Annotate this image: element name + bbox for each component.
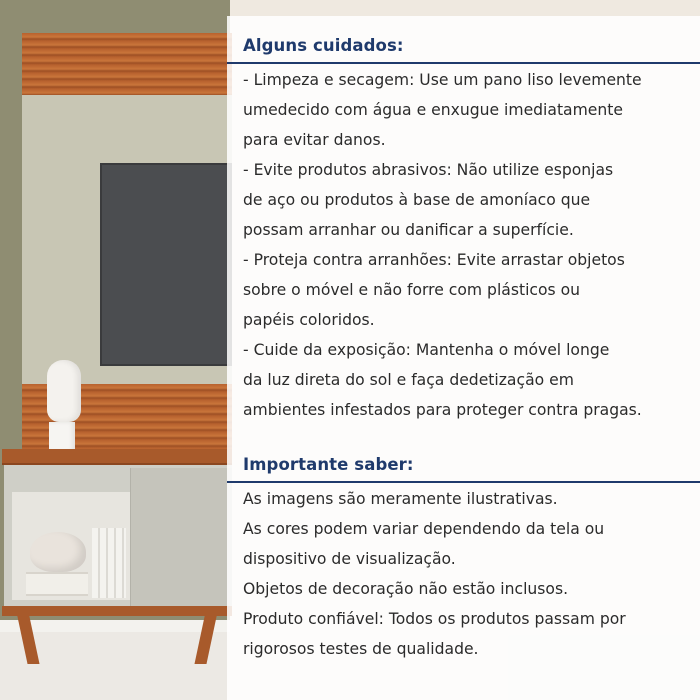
decor-books xyxy=(26,572,88,596)
care-line: de aço ou produtos à base de amoníaco que xyxy=(243,191,591,209)
decor-bust xyxy=(47,360,81,422)
important-line: dispositivo de visualização. xyxy=(243,550,456,568)
important-divider xyxy=(227,481,700,483)
care-line: - Evite produtos abrasivos: Não utilize esponjas xyxy=(243,161,614,179)
care-line: possam arranhar ou danificar a superfície. xyxy=(243,221,574,239)
decor-bust-base xyxy=(49,422,75,452)
rack-base xyxy=(2,606,232,616)
important-title: Importante saber: xyxy=(243,455,414,474)
rack-door xyxy=(130,468,232,608)
television xyxy=(100,163,232,366)
care-line: - Proteja contra arranhões: Evite arrastar objetos xyxy=(243,251,625,269)
care-list xyxy=(243,65,642,425)
care-line: ambientes infestados para proteger contra pragas. xyxy=(243,401,642,419)
care-divider xyxy=(227,62,700,64)
care-line: - Cuide da exposição: Mantenha o móvel longe xyxy=(243,341,610,359)
care-line: sobre o móvel e não forre com plásticos ou xyxy=(243,281,581,299)
care-line: para evitar danos. xyxy=(243,131,386,149)
care-line: papéis coloridos. xyxy=(243,311,375,329)
decor-book-stand xyxy=(92,528,126,598)
baseboard xyxy=(0,620,230,632)
wood-slat-panel-top xyxy=(22,33,232,95)
important-line: As imagens são meramente ilustrativas. xyxy=(243,490,558,508)
important-line: Produto confiável: Todos os produtos passam por xyxy=(243,610,626,628)
important-list xyxy=(243,484,626,664)
important-line: As cores podem variar dependendo da tela ou xyxy=(243,520,605,538)
care-line: - Limpeza e secagem: Use um pano liso levemente xyxy=(243,71,642,89)
rack-top xyxy=(2,449,232,465)
care-line: umedecido com água e enxugue imediatamente xyxy=(243,101,623,119)
care-line: da luz direta do sol e faça dedetização em xyxy=(243,371,574,389)
important-line: Objetos de decoração não estão inclusos. xyxy=(243,580,569,598)
decor-vase xyxy=(30,532,86,572)
important-line: rigorosos testes de qualidade. xyxy=(243,640,479,658)
care-title: Alguns cuidados: xyxy=(243,36,404,55)
